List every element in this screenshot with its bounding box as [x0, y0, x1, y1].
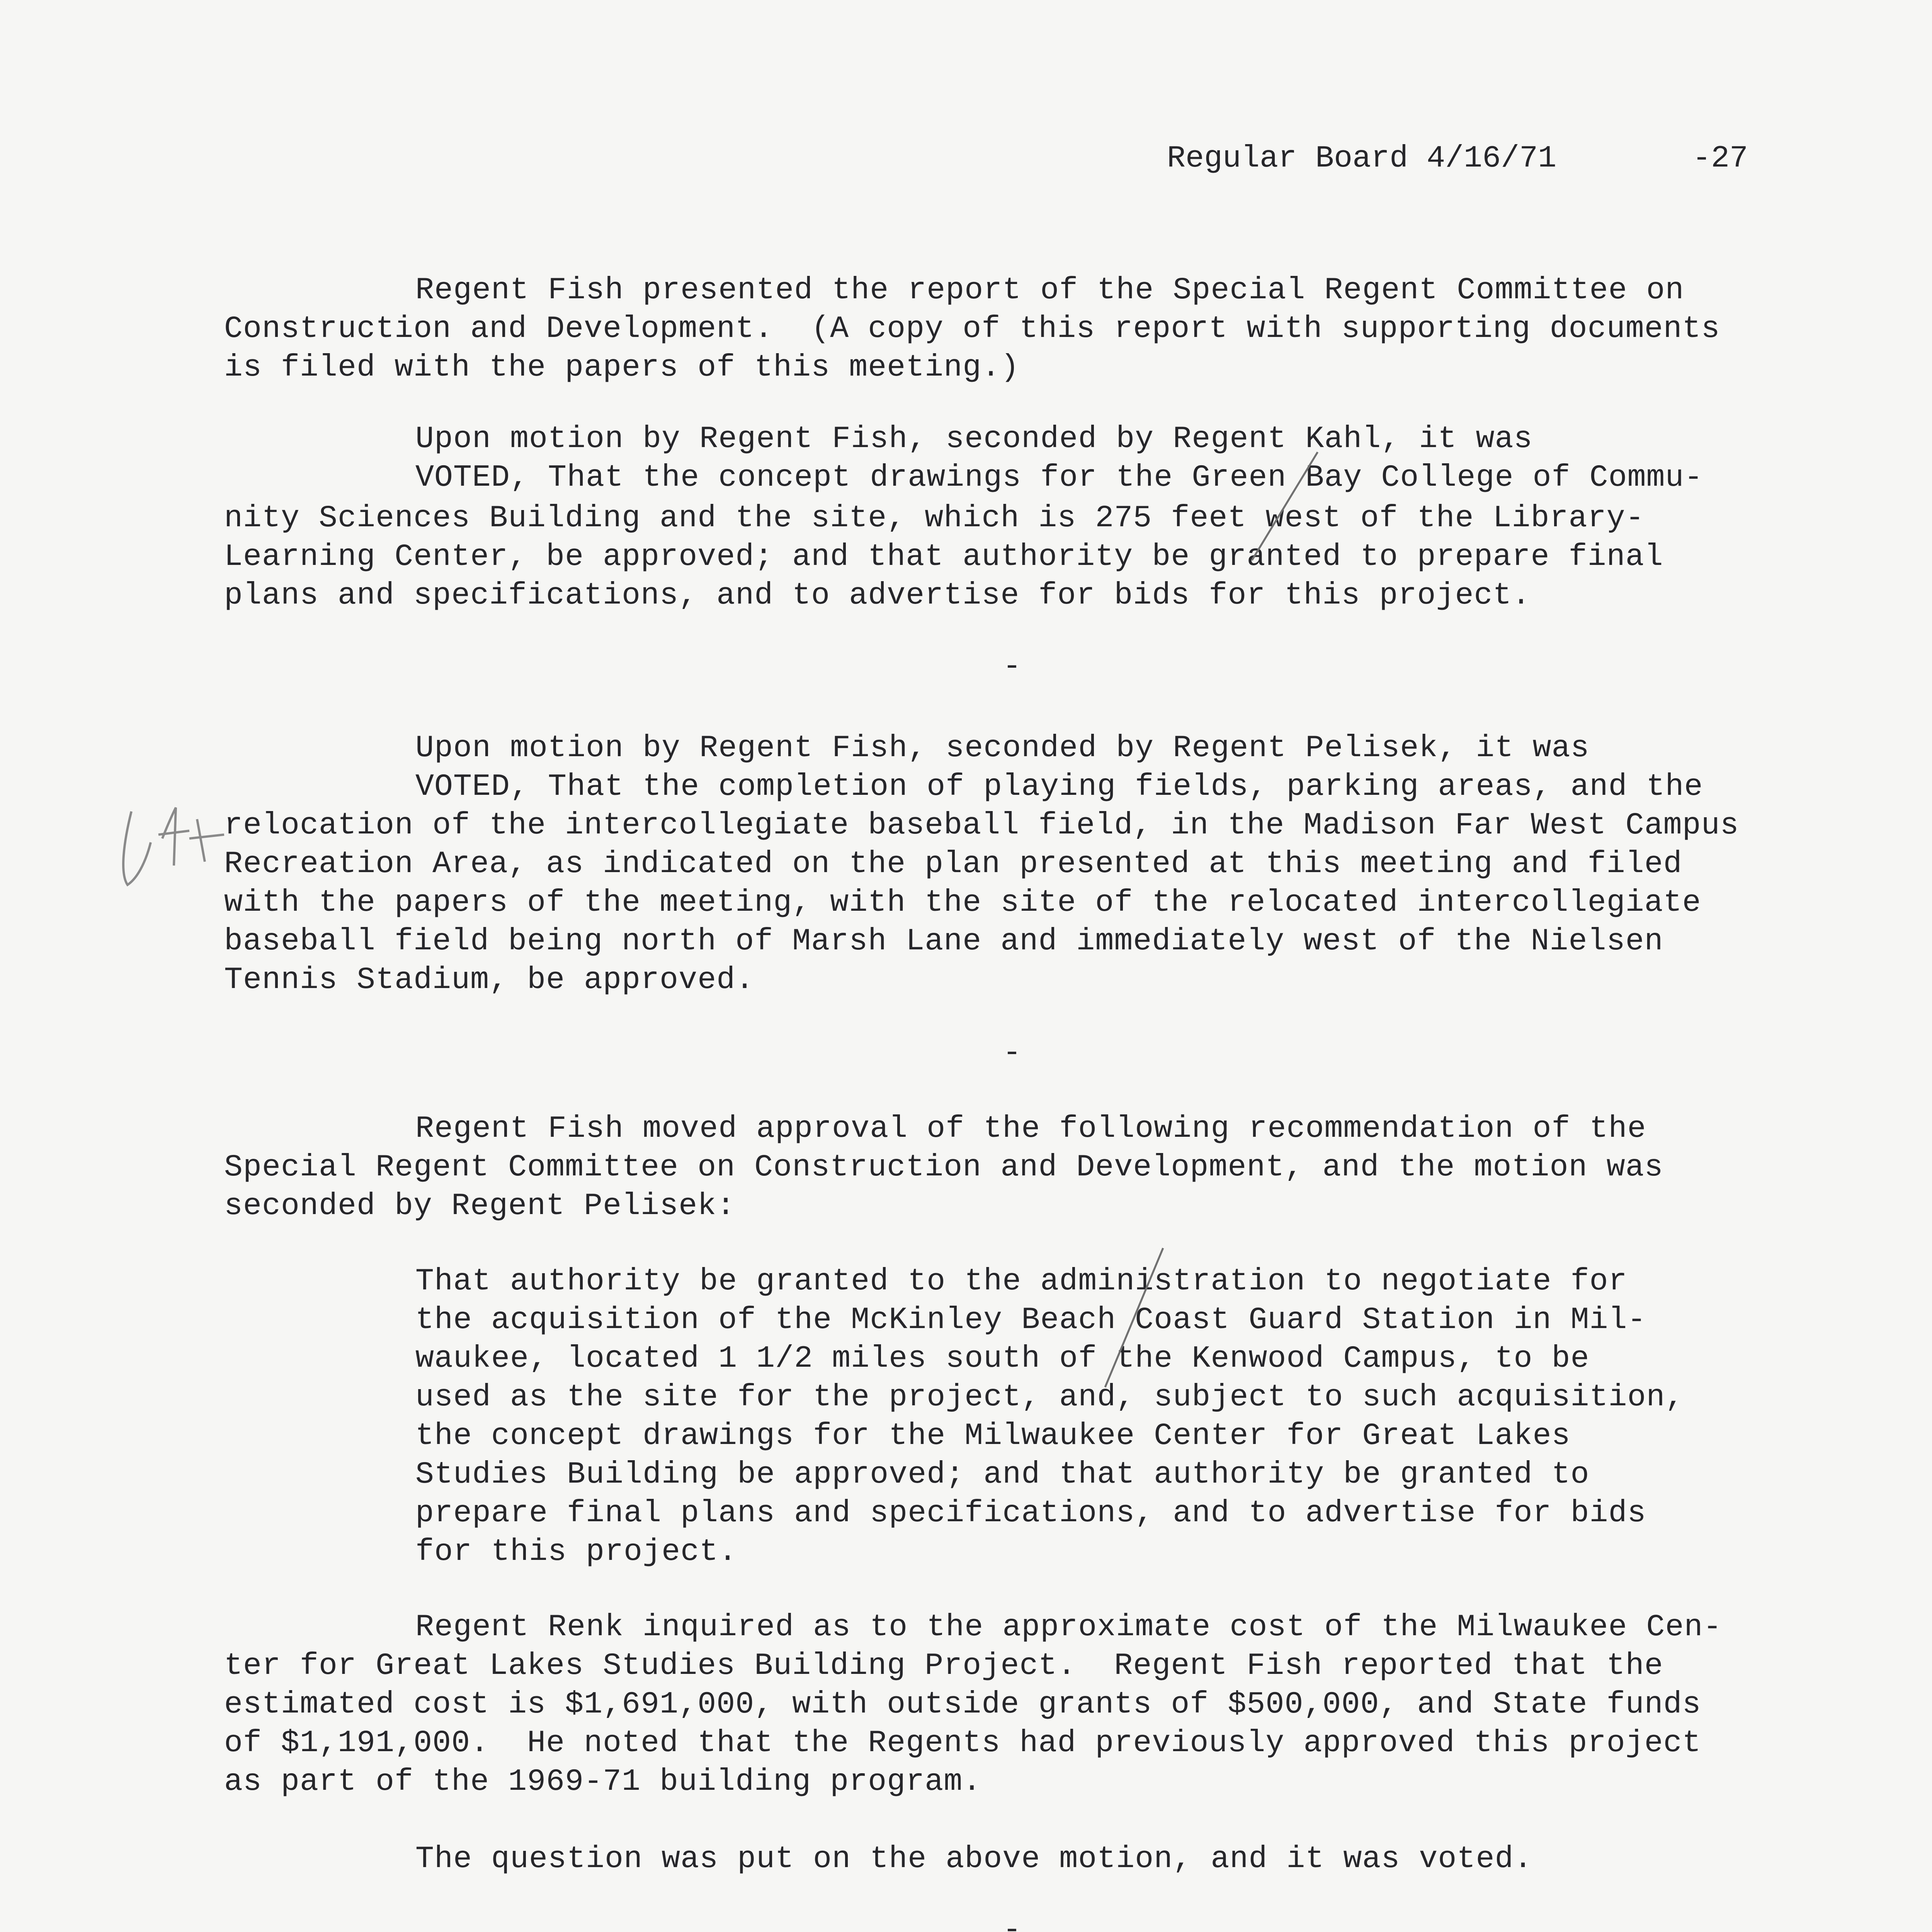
text-line: Upon motion by Regent Fish, seconded by Regent Kahl, it was: [415, 422, 1533, 457]
text-line: Tennis Stadium, be approved.: [224, 963, 755, 998]
text-line: Learning Center, be approved; and that authority be granted to prepare final: [224, 539, 1663, 575]
text-line: the acquisition of the McKinley Beach Coast Guard Station in Mil-: [415, 1303, 1646, 1338]
text-line: waukee, located 1 1/2 miles south of the Kenwood Campus, to be: [415, 1341, 1590, 1376]
section-separator: -: [1003, 1913, 1022, 1932]
text-line: Regent Fish moved approval of the following recommendation of the: [415, 1111, 1646, 1146]
text-line: baseball field being north of Marsh Lane and immediately west of the Nielsen: [224, 924, 1663, 959]
handwritten-note-icon: [116, 796, 240, 896]
text-line: nity Sciences Building and the site, which is 275 feet west of the Library-: [224, 501, 1645, 536]
text-line: is filed with the papers of this meeting.): [224, 350, 1020, 385]
section-separator: -: [1003, 649, 1022, 684]
text-line: as part of the 1969-71 building program.: [224, 1764, 982, 1799]
page-header: Regular Board 4/16/71: [1167, 141, 1557, 176]
text-line: The question was put on the above motion, and it was voted.: [415, 1842, 1533, 1877]
text-line: with the papers of the meeting, with the site of the relocated intercollegiate: [224, 885, 1701, 920]
text-line: plans and specifications, and to advertise for bids for this project.: [224, 578, 1531, 613]
text-line: prepare final plans and specifications, and to advertise for bids: [415, 1496, 1646, 1531]
text-line: Special Regent Committee on Construction and Development, and the motion was: [224, 1150, 1663, 1185]
text-line: That authority be granted to the administration to negotiate for: [415, 1264, 1628, 1299]
text-line: for this project.: [415, 1534, 738, 1570]
text-line: Construction and Development. (A copy of this report with supporting documents: [224, 311, 1720, 347]
pen-mark-icon: [1090, 1244, 1167, 1391]
text-line: Upon motion by Regent Fish, seconded by Regent Pelisek, it was: [415, 731, 1590, 766]
text-line: relocation of the intercollegiate baseball field, in the Madison Far West Campus: [224, 808, 1739, 843]
text-line: Regent Renk inquired as to the approximate cost of the Milwaukee Cen-: [415, 1610, 1722, 1645]
text-line: ter for Great Lakes Studies Building Project. Regent Fish reported that the: [224, 1648, 1663, 1684]
page-number: -27: [1692, 141, 1748, 176]
text-line: used as the site for the project, and, subject to such acquisition,: [415, 1380, 1684, 1415]
text-line: VOTED, That the completion of playing fields, parking areas, and the: [415, 769, 1703, 804]
text-line: Recreation Area, as indicated on the plan presented at this meeting and filed: [224, 847, 1682, 882]
pen-mark-icon: [1244, 448, 1321, 564]
text-line: of $1,191,000. He noted that the Regents had previously approved this project: [224, 1726, 1701, 1761]
text-line: seconded by Regent Pelisek:: [224, 1189, 736, 1224]
text-line: VOTED, That the concept drawings for the Green Bay College of Commu-: [415, 460, 1703, 495]
text-line: Regent Fish presented the report of the Special Regent Committee on: [415, 273, 1684, 308]
text-line: estimated cost is $1,691,000, with outside grants of $500,000, and State funds: [224, 1687, 1701, 1722]
text-line: Studies Building be approved; and that authority be granted to: [415, 1457, 1590, 1492]
section-separator: -: [1003, 1036, 1022, 1071]
text-line: the concept drawings for the Milwaukee Center for Great Lakes: [415, 1418, 1571, 1454]
